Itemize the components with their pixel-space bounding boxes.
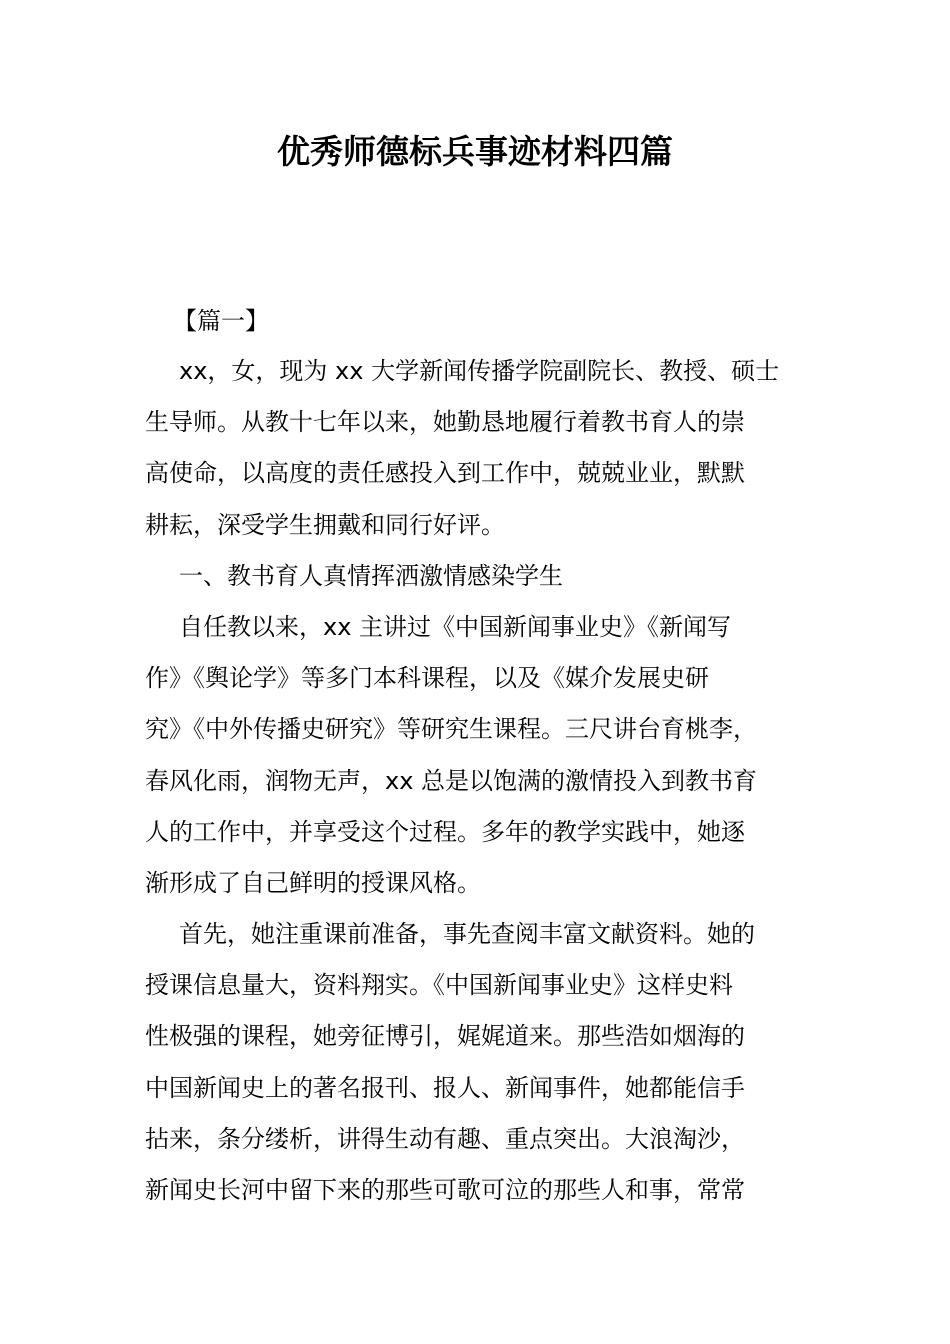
paragraph-line: 究》《中外传播史研究》等研究生课程。三尺讲台育桃李， (145, 715, 757, 744)
paragraph-intro (145, 346, 805, 551)
paragraph-line: 春风化雨，润物无声，xx 总是以饱满的激情投入到教书育 (145, 766, 758, 795)
paragraph-preparation (145, 909, 805, 1216)
section-heading-text: 一、教书育人真情挥洒激情感染学生 (179, 561, 563, 590)
paragraph-line: 拈来，条分缕析，讲得生动有趣、重点突出。大浪淘沙， (145, 1124, 745, 1153)
paragraph-line: 生导师。从教十七年以来，她勤恳地履行着教书育人的崇 (145, 408, 745, 437)
paragraph-line: 渐形成了自己鲜明的授课风格。 (145, 868, 481, 897)
document-body (145, 296, 805, 1216)
paragraph-line: xx，女，现为 xx 大学新闻传播学院副院长、教授、硕士 (179, 357, 780, 385)
paragraph-line: 授课信息量大，资料翔实。《中国新闻事业史》这样史料 (145, 971, 733, 1000)
paragraph-line: 性极强的课程，她旁征博引，娓娓道来。那些浩如烟海的 (145, 1022, 745, 1051)
paragraph-line: 新闻史长河中留下来的那些可歌可泣的那些人和事，常常 (145, 1176, 745, 1204)
paragraph-line: 中国新闻史上的著名报刊、报人、新闻事件，她都能信手 (145, 1073, 745, 1102)
paragraph-line: 耕耘，深受学生拥戴和同行好评。 (145, 510, 505, 539)
section-tag: 【篇一】 (173, 307, 269, 335)
paragraph-line: 高使命，以高度的责任感投入到工作中，兢兢业业，默默 (145, 459, 745, 488)
paragraph-courses (145, 602, 805, 909)
section-heading (145, 551, 805, 602)
document-title: 优秀师德标兵事迹材料四篇 (277, 132, 673, 171)
paragraph-line: 自任教以来，xx 主讲过《中国新闻事业史》《新闻写 (179, 612, 732, 641)
paragraph-line: 人的工作中，并享受这个过程。多年的教学实践中，她逐 (145, 817, 745, 846)
paragraph-line: 作》《舆论学》等多门本科课程，以及《媒介发展史研 (145, 664, 709, 693)
paragraph-line: 首先，她注重课前准备，事先查阅丰富文献资料。她的 (179, 920, 755, 949)
